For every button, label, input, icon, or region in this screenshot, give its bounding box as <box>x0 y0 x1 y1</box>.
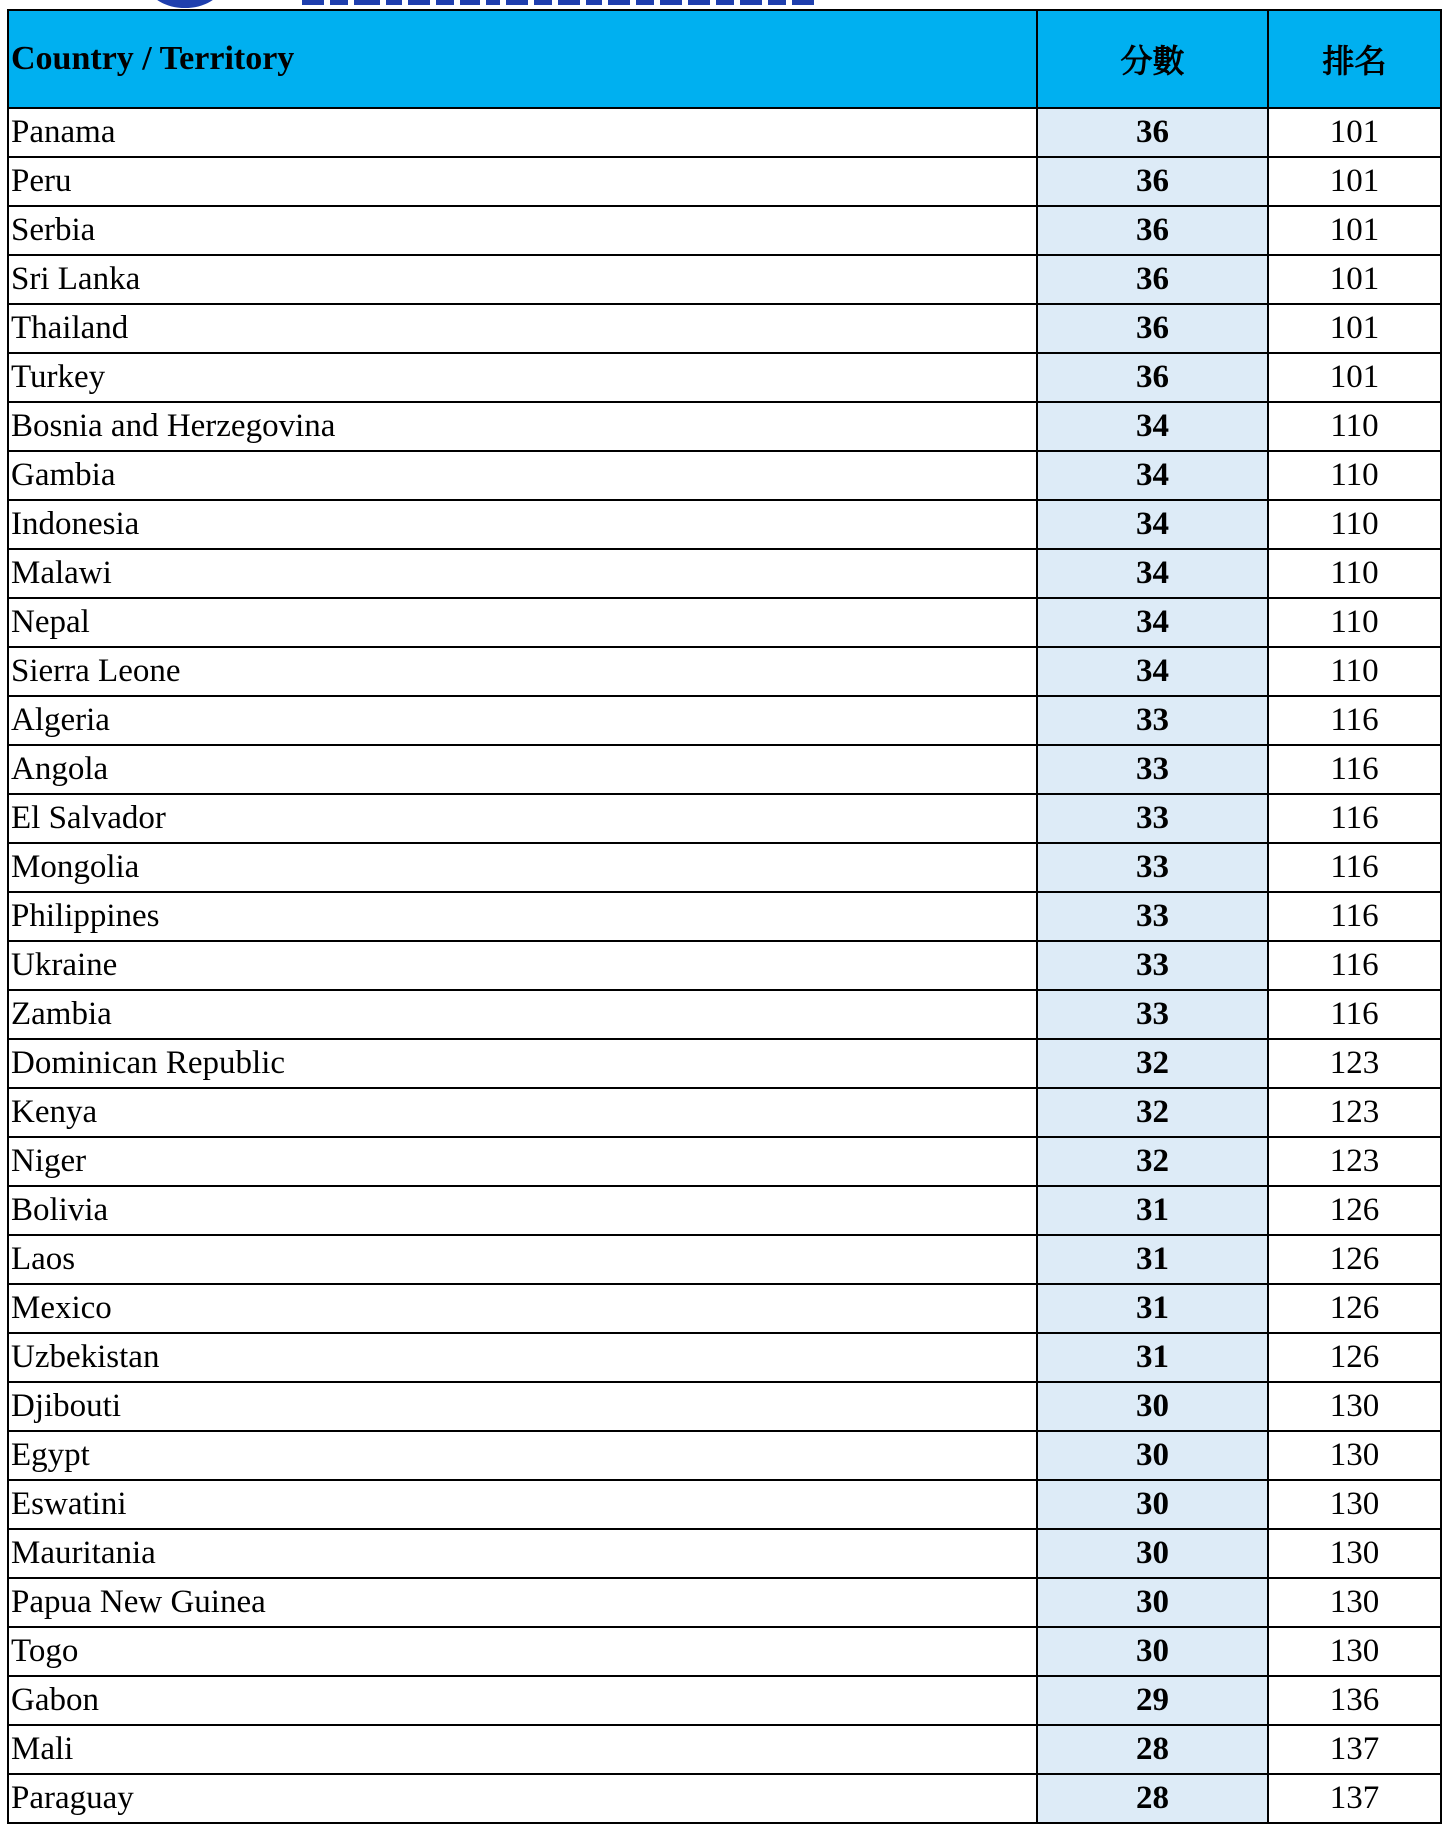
rank-cell: 101 <box>1268 304 1441 353</box>
rank-cell: 110 <box>1268 549 1441 598</box>
country-cell: Mexico <box>8 1284 1037 1333</box>
rank-cell: 130 <box>1268 1431 1441 1480</box>
score-cell: 31 <box>1037 1235 1268 1284</box>
rank-cell: 137 <box>1268 1725 1441 1774</box>
header-country: Country / Territory <box>8 10 1037 108</box>
logo-wordmark <box>302 0 814 5</box>
table-row <box>8 353 1441 402</box>
rank-cell: 101 <box>1268 206 1441 255</box>
cpi-ranking-table <box>7 9 1442 1824</box>
country-cell: Nepal <box>8 598 1037 647</box>
table-row <box>8 304 1441 353</box>
country-cell: Indonesia <box>8 500 1037 549</box>
country-cell: El Salvador <box>8 794 1037 843</box>
score-cell: 32 <box>1037 1137 1268 1186</box>
score-cell: 34 <box>1037 451 1268 500</box>
score-cell: 30 <box>1037 1382 1268 1431</box>
table-row <box>8 647 1441 696</box>
logo-globe <box>149 0 221 8</box>
score-cell: 31 <box>1037 1186 1268 1235</box>
rank-cell: 110 <box>1268 598 1441 647</box>
rank-cell: 136 <box>1268 1676 1441 1725</box>
score-cell: 36 <box>1037 353 1268 402</box>
country-cell: Bosnia and Herzegovina <box>8 402 1037 451</box>
table-row <box>8 402 1441 451</box>
rank-cell: 126 <box>1268 1284 1441 1333</box>
country-cell: Niger <box>8 1137 1037 1186</box>
country-cell: Gambia <box>8 451 1037 500</box>
score-cell: 28 <box>1037 1774 1268 1823</box>
score-cell: 36 <box>1037 255 1268 304</box>
country-cell: Algeria <box>8 696 1037 745</box>
score-cell: 36 <box>1037 206 1268 255</box>
table-row <box>8 598 1441 647</box>
rank-cell: 116 <box>1268 696 1441 745</box>
table-row <box>8 794 1441 843</box>
table-row <box>8 745 1441 794</box>
country-cell: Mauritania <box>8 1529 1037 1578</box>
table-row <box>8 1480 1441 1529</box>
country-cell: Thailand <box>8 304 1037 353</box>
country-cell: Mali <box>8 1725 1037 1774</box>
country-cell: Laos <box>8 1235 1037 1284</box>
rank-cell: 116 <box>1268 990 1441 1039</box>
rank-cell: 101 <box>1268 157 1441 206</box>
score-cell: 36 <box>1037 108 1268 157</box>
table-row <box>8 1529 1441 1578</box>
table-row <box>8 1578 1441 1627</box>
country-cell: Serbia <box>8 206 1037 255</box>
table-row <box>8 206 1441 255</box>
rank-cell: 116 <box>1268 745 1441 794</box>
country-cell: Mongolia <box>8 843 1037 892</box>
table-row <box>8 549 1441 598</box>
score-cell: 33 <box>1037 696 1268 745</box>
score-cell: 34 <box>1037 598 1268 647</box>
rank-cell: 130 <box>1268 1529 1441 1578</box>
country-cell: Peru <box>8 157 1037 206</box>
score-cell: 34 <box>1037 402 1268 451</box>
score-cell: 28 <box>1037 1725 1268 1774</box>
table-row <box>8 255 1441 304</box>
table-row <box>8 108 1441 157</box>
score-cell: 36 <box>1037 157 1268 206</box>
score-cell: 31 <box>1037 1333 1268 1382</box>
table-row <box>8 1333 1441 1382</box>
table-row <box>8 1725 1441 1774</box>
rank-cell: 126 <box>1268 1333 1441 1382</box>
country-cell: Zambia <box>8 990 1037 1039</box>
table-row <box>8 1431 1441 1480</box>
score-cell: 33 <box>1037 745 1268 794</box>
country-cell: Uzbekistan <box>8 1333 1037 1382</box>
table-row <box>8 1382 1441 1431</box>
country-cell: Sierra Leone <box>8 647 1037 696</box>
score-cell: 32 <box>1037 1039 1268 1088</box>
rank-cell: 137 <box>1268 1774 1441 1823</box>
header-rank: 排名 <box>1268 10 1441 108</box>
rank-cell: 116 <box>1268 941 1441 990</box>
rank-cell: 130 <box>1268 1627 1441 1676</box>
country-cell: Togo <box>8 1627 1037 1676</box>
rank-cell: 123 <box>1268 1088 1441 1137</box>
table-row <box>8 1137 1441 1186</box>
table-row <box>8 1676 1441 1725</box>
rank-cell: 101 <box>1268 353 1441 402</box>
table-row <box>8 1088 1441 1137</box>
score-cell: 30 <box>1037 1431 1268 1480</box>
table-row <box>8 1235 1441 1284</box>
country-cell: Ukraine <box>8 941 1037 990</box>
score-cell: 33 <box>1037 941 1268 990</box>
score-cell: 30 <box>1037 1480 1268 1529</box>
score-cell: 33 <box>1037 794 1268 843</box>
score-cell: 33 <box>1037 990 1268 1039</box>
score-cell: 34 <box>1037 647 1268 696</box>
score-cell: 34 <box>1037 500 1268 549</box>
score-cell: 30 <box>1037 1627 1268 1676</box>
country-cell: Bolivia <box>8 1186 1037 1235</box>
rank-cell: 126 <box>1268 1235 1441 1284</box>
table-row <box>8 1039 1441 1088</box>
country-cell: Kenya <box>8 1088 1037 1137</box>
table-row <box>8 1186 1441 1235</box>
table-row <box>8 941 1441 990</box>
header-score: 分數 <box>1037 10 1268 108</box>
table-row <box>8 1774 1441 1823</box>
rank-cell: 130 <box>1268 1480 1441 1529</box>
rank-cell: 101 <box>1268 255 1441 304</box>
rank-cell: 116 <box>1268 794 1441 843</box>
rank-cell: 130 <box>1268 1382 1441 1431</box>
table-header-row <box>8 10 1441 108</box>
country-cell: Angola <box>8 745 1037 794</box>
score-cell: 36 <box>1037 304 1268 353</box>
country-cell: Papua New Guinea <box>8 1578 1037 1627</box>
score-cell: 30 <box>1037 1529 1268 1578</box>
rank-cell: 116 <box>1268 892 1441 941</box>
table-row <box>8 990 1441 1039</box>
rank-cell: 130 <box>1268 1578 1441 1627</box>
table-body <box>8 108 1441 1823</box>
rank-cell: 123 <box>1268 1137 1441 1186</box>
country-cell: Malawi <box>8 549 1037 598</box>
rank-cell: 110 <box>1268 402 1441 451</box>
score-cell: 33 <box>1037 892 1268 941</box>
country-cell: Paraguay <box>8 1774 1037 1823</box>
rank-cell: 123 <box>1268 1039 1441 1088</box>
country-cell: Eswatini <box>8 1480 1037 1529</box>
rank-cell: 116 <box>1268 843 1441 892</box>
rank-cell: 110 <box>1268 647 1441 696</box>
country-cell: Djibouti <box>8 1382 1037 1431</box>
score-cell: 34 <box>1037 549 1268 598</box>
country-cell: Egypt <box>8 1431 1037 1480</box>
score-cell: 29 <box>1037 1676 1268 1725</box>
rank-cell: 101 <box>1268 108 1441 157</box>
score-cell: 33 <box>1037 843 1268 892</box>
score-cell: 32 <box>1037 1088 1268 1137</box>
country-cell: Dominican Republic <box>8 1039 1037 1088</box>
rank-cell: 110 <box>1268 451 1441 500</box>
rank-cell: 126 <box>1268 1186 1441 1235</box>
table-row <box>8 157 1441 206</box>
table-row <box>8 1627 1441 1676</box>
table-row <box>8 1284 1441 1333</box>
score-cell: 31 <box>1037 1284 1268 1333</box>
country-cell: Panama <box>8 108 1037 157</box>
table-row <box>8 451 1441 500</box>
rank-cell: 110 <box>1268 500 1441 549</box>
country-cell: Philippines <box>8 892 1037 941</box>
table-row <box>8 696 1441 745</box>
country-cell: Turkey <box>8 353 1037 402</box>
country-cell: Sri Lanka <box>8 255 1037 304</box>
score-cell: 30 <box>1037 1578 1268 1627</box>
country-cell: Gabon <box>8 1676 1037 1725</box>
table-row <box>8 892 1441 941</box>
table-row <box>8 500 1441 549</box>
table-row <box>8 843 1441 892</box>
